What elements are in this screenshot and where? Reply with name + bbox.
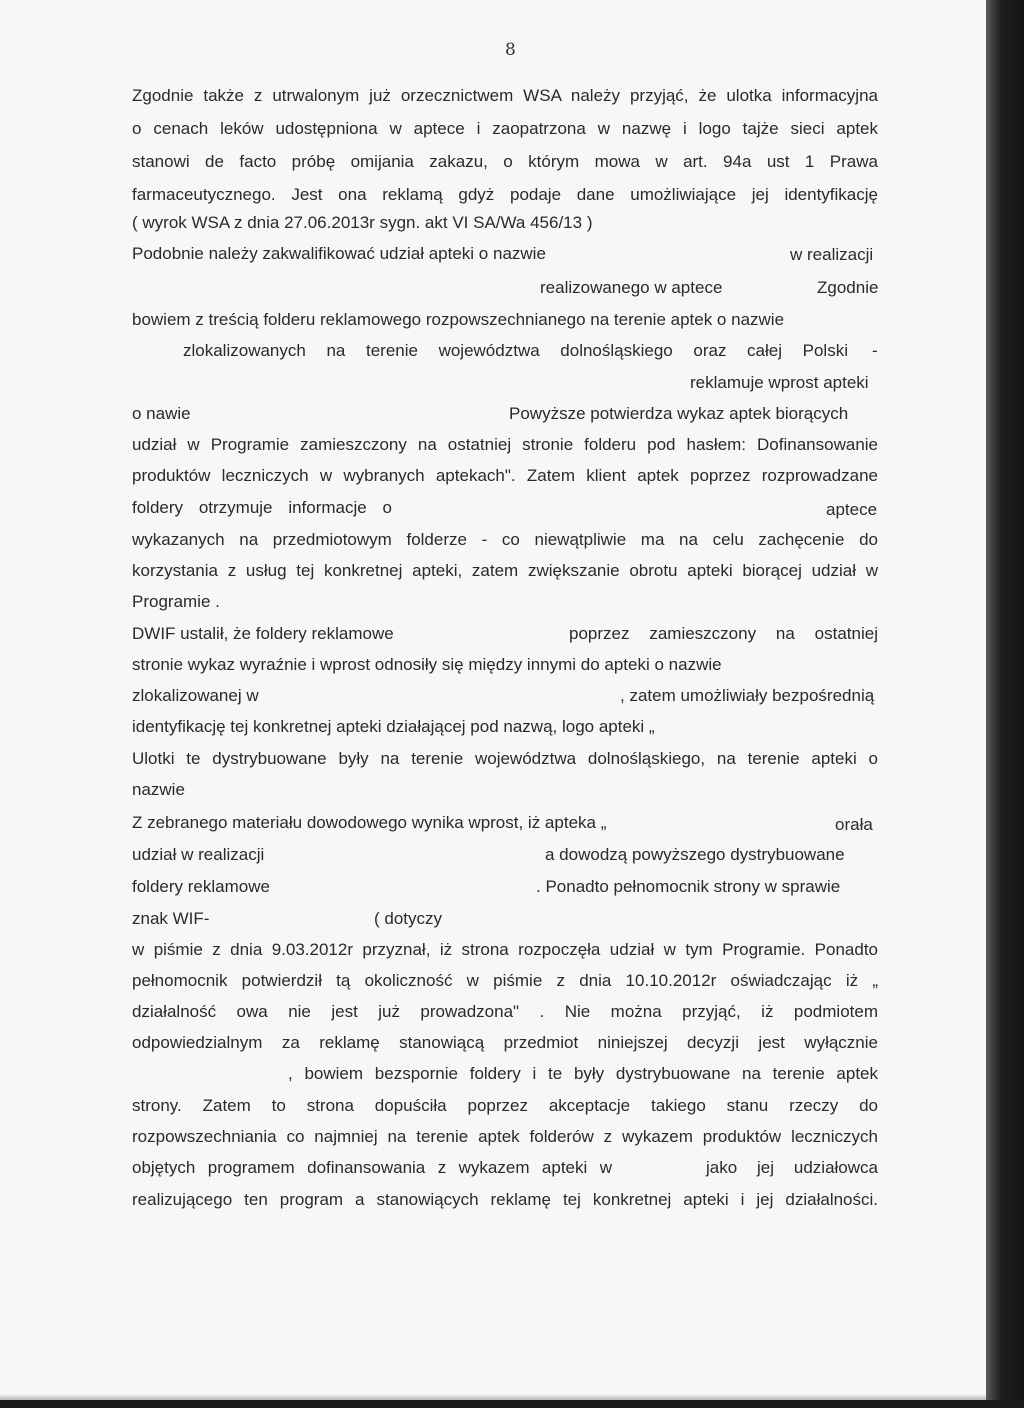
text-line: bowiem z treścią folderu reklamowego rozpowszechnianego na terenie aptek o nazwie: [132, 310, 785, 329]
text-line: produktów leczniczych w wybranych aptekach". Zatem klient aptek poprzez rozprowadzane: [132, 466, 878, 485]
text-line: foldery reklamowe: [132, 877, 270, 896]
text-segment: a dowodzą powyższego dystrybuowane: [545, 845, 845, 864]
page-number: 8: [505, 40, 516, 60]
text-line: wykazanych na przedmiotowym folderze - co niewątpliwie ma na celu zachęcenie do: [132, 530, 878, 549]
text-line: identyfikację tej konkretnej apteki działającej pod nazwą, logo apteki „: [132, 717, 655, 736]
text-line: realizującego ten program a stanowiących reklamę tej konkretnej apteki i jej działalności.: [132, 1190, 878, 1209]
text-line: Z zebranego materiału dowodowego wynika wprost, iż apteka „: [132, 813, 607, 832]
text-line: foldery otrzymuje informacje o: [132, 498, 392, 517]
text-segment: aptece: [826, 500, 878, 519]
text-line: o nawie: [132, 404, 191, 423]
text-line: w piśmie z dnia 9.03.2012r przyznał, iż strona rozpoczęła udział w tym Programie. Ponadto: [132, 940, 878, 959]
text-line: stanowi de facto próbę omijania zakazu, o którym mowa w art. 94a ust 1 Prawa: [132, 152, 878, 171]
text-segment: . Ponadto pełnomocnik strony w sprawie: [536, 877, 841, 896]
text-segment: reklamuje wprost apteki: [690, 373, 869, 392]
text-segment: -: [872, 341, 878, 360]
text-line: DWIF ustalił, że foldery reklamowe: [132, 624, 394, 643]
text-line: objętych programem dofinansowania z wykazem apteki w: [132, 1158, 612, 1177]
scan-edge-bottom: [0, 1400, 1024, 1408]
text-line: Programie .: [132, 592, 220, 611]
text-line: farmaceutycznego. Jest ona reklamą gdyż podaje dane umożliwiające jej identyfikację: [132, 185, 878, 204]
text-line: rozpowszechniania co najmniej na terenie aptek folderów z wykazem produktów leczniczych: [132, 1127, 878, 1146]
text-segment: zlokalizowanych na terenie województwa dolnośląskiego oraz całej Polski: [183, 341, 848, 360]
text-line: ( wyrok WSA z dnia 27.06.2013r sygn. akt VI SA/Wa 456/13 ): [132, 213, 593, 232]
text-line: stronie wykaz wyraźnie i wprost odnosiły się między innymi do apteki o nazwie: [132, 655, 722, 674]
text-segment: , bowiem bezspornie foldery i te były dystrybuowane na terenie aptek: [288, 1064, 878, 1083]
text-segment: Powyższe potwierdza wykaz aptek biorących: [509, 404, 849, 423]
text-segment: poprzez zamieszczony na ostatniej: [569, 624, 878, 643]
text-line: Podobnie należy zakwalifikować udział apteki o nazwie: [132, 244, 546, 263]
text-line: korzystania z usług tej konkretnej apteki, zatem zwiększanie obrotu apteki biorącej udział w: [132, 561, 878, 580]
text-segment: Zgodnie: [817, 278, 879, 297]
scan-edge-right: [986, 0, 1024, 1408]
text-line: udział w Programie zamieszczony na ostatniej stronie folderu pod hasłem: Dofinansowanie: [132, 435, 878, 454]
text-line: znak WIF-: [132, 909, 210, 928]
text-line: Zgodnie także z utrwalonym już orzecznictwem WSA należy przyjąć, że ulotka informacyjna: [132, 86, 878, 105]
text-line: strony. Zatem to strona dopuściła poprzez akceptacje takiego stanu rzeczy do: [132, 1096, 878, 1115]
text-line: o cenach leków udostępniona w aptece i zaopatrzona w nazwę i logo tajże sieci aptek: [132, 119, 878, 138]
text-segment: , zatem umożliwiały bezpośrednią: [620, 686, 875, 705]
text-line: nazwie: [132, 780, 185, 799]
text-line: udział w realizacji: [132, 845, 265, 864]
text-line: pełnomocnik potwierdził tą okoliczność w piśmie z dnia 10.10.2012r oświadczając iż „: [132, 971, 878, 990]
text-line: działalność owa nie jest już prowadzona" . Nie można przyjąć, iż podmiotem: [132, 1002, 878, 1021]
text-line: Ulotki te dystrybuowane były na terenie województwa dolnośląskiego, na terenie apteki o: [132, 749, 878, 768]
text-line: zlokalizowanej w: [132, 686, 259, 705]
text-line: odpowiedzialnym za reklamę stanowiącą przedmiot niniejszej decyzji jest wyłącznie: [132, 1033, 878, 1052]
text-segment: realizowanego w aptece: [540, 278, 723, 297]
text-segment: jako jej udziałowca: [706, 1158, 878, 1177]
text-segment: orała: [835, 815, 873, 834]
text-segment: ( dotyczy: [374, 909, 443, 928]
text-segment: w realizacji: [790, 245, 874, 264]
